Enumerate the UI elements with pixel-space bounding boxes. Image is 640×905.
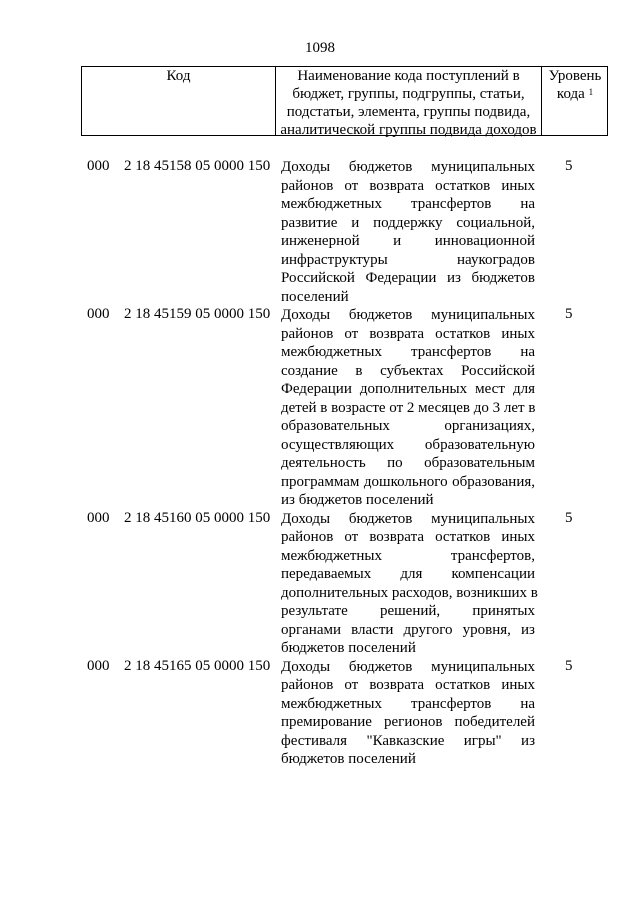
- revenue-name-line: межбюджетных трансфертов на: [281, 695, 535, 712]
- revenue-name-line: бюджетов поселений: [281, 751, 416, 767]
- revenue-name-line: образовательных организациях,: [281, 418, 535, 434]
- header-name-line: аналитической группы подвида доходов: [280, 122, 537, 138]
- revenue-name-line: деятельность по образовательным: [281, 455, 535, 471]
- revenue-name-line: передаваемых для компенсации: [281, 566, 535, 582]
- code-level: 5: [565, 306, 573, 322]
- code-level: 5: [565, 158, 573, 174]
- header-name-line: бюджет, группы, подгруппы, статьи,: [292, 86, 525, 102]
- revenue-code: 2 18 45159 05 0000 150: [124, 306, 271, 322]
- revenue-name-line: районов от возврата остатков иных: [281, 677, 535, 693]
- table-header: [81, 66, 608, 136]
- code-level: 5: [565, 657, 573, 674]
- revenue-name-line: Российской Федерации из бюджетов: [281, 270, 535, 286]
- revenue-name-line: межбюджетных трансфертов на: [281, 344, 535, 360]
- admin-code: 000: [87, 306, 110, 322]
- admin-code: 000: [87, 657, 110, 674]
- revenue-code: 2 18 45165 05 0000 150: [124, 657, 271, 674]
- header-name-line: Наименование кода поступлений в: [297, 68, 520, 84]
- header-level: [542, 67, 608, 135]
- revenue-name-line: инженерной и инновационной: [281, 233, 535, 249]
- revenue-name-line: Доходы бюджетов муниципальных: [281, 159, 535, 175]
- revenue-name-line: бюджетов поселений: [281, 640, 416, 656]
- revenue-name: [281, 158, 535, 306]
- revenue-code: 2 18 45158 05 0000 150: [124, 158, 271, 174]
- revenue-name-line: районов от возврата остатков иных: [281, 325, 535, 342]
- revenue-code: 2 18 45160 05 0000 150: [124, 509, 271, 526]
- revenue-name: [281, 510, 538, 658]
- admin-code: 000: [87, 509, 110, 526]
- header-code-label: Код: [166, 68, 191, 84]
- revenue-name-line: из бюджетов поселений: [281, 492, 434, 508]
- revenue-name-line: Доходы бюджетов муниципальных: [281, 510, 535, 527]
- revenue-name-line: районов от возврата остатков иных: [281, 177, 535, 194]
- revenue-name-line: развитие и поддержку социальной,: [281, 214, 535, 231]
- revenue-name: [281, 306, 535, 510]
- footnote-mark: 1: [588, 87, 594, 97]
- header-name-line: подстатьи, элемента, группы подвида,: [286, 104, 531, 120]
- revenue-name-line: инфраструктуры наукоградов: [281, 251, 535, 268]
- revenue-name-line: районов от возврата остатков иных: [281, 529, 535, 545]
- revenue-name-line: программам дошкольного образования,: [281, 473, 535, 490]
- admin-code: 000: [87, 158, 110, 174]
- revenue-name-line: Доходы бюджетов муниципальных: [281, 658, 535, 675]
- header-name: [276, 67, 542, 138]
- revenue-name-line: органами власти другого уровня, из: [281, 621, 535, 638]
- revenue-name: [281, 658, 535, 769]
- revenue-name-line: межбюджетных трансфертов на: [281, 196, 535, 212]
- revenue-name-line: фестиваля "Кавказские игры" из: [281, 732, 535, 749]
- revenue-name-line: детей в возрасте от 2 месяцев до 3 лет в: [281, 399, 536, 416]
- code-level: 5: [565, 509, 573, 526]
- revenue-name-line: межбюджетных трансфертов,: [281, 547, 535, 564]
- header-level-label: Уровень: [548, 68, 602, 84]
- header-level-label2: кода $^1$: [556, 86, 594, 102]
- revenue-name-line: создание в субъектах Российской: [281, 362, 535, 379]
- revenue-name-line: осуществляющих образовательную: [281, 436, 535, 453]
- page-number: 1098: [305, 40, 335, 56]
- revenue-name-line: поселений: [281, 288, 349, 305]
- revenue-name-line: дополнительных расходов, возникших в: [281, 584, 538, 601]
- header-code: [82, 67, 276, 135]
- revenue-name-line: премирование регионов победителей: [281, 714, 535, 730]
- revenue-name-line: Федерации дополнительных мест для: [281, 381, 535, 397]
- revenue-name-line: результате решений, принятых: [281, 603, 535, 619]
- revenue-name-line: Доходы бюджетов муниципальных: [281, 307, 535, 323]
